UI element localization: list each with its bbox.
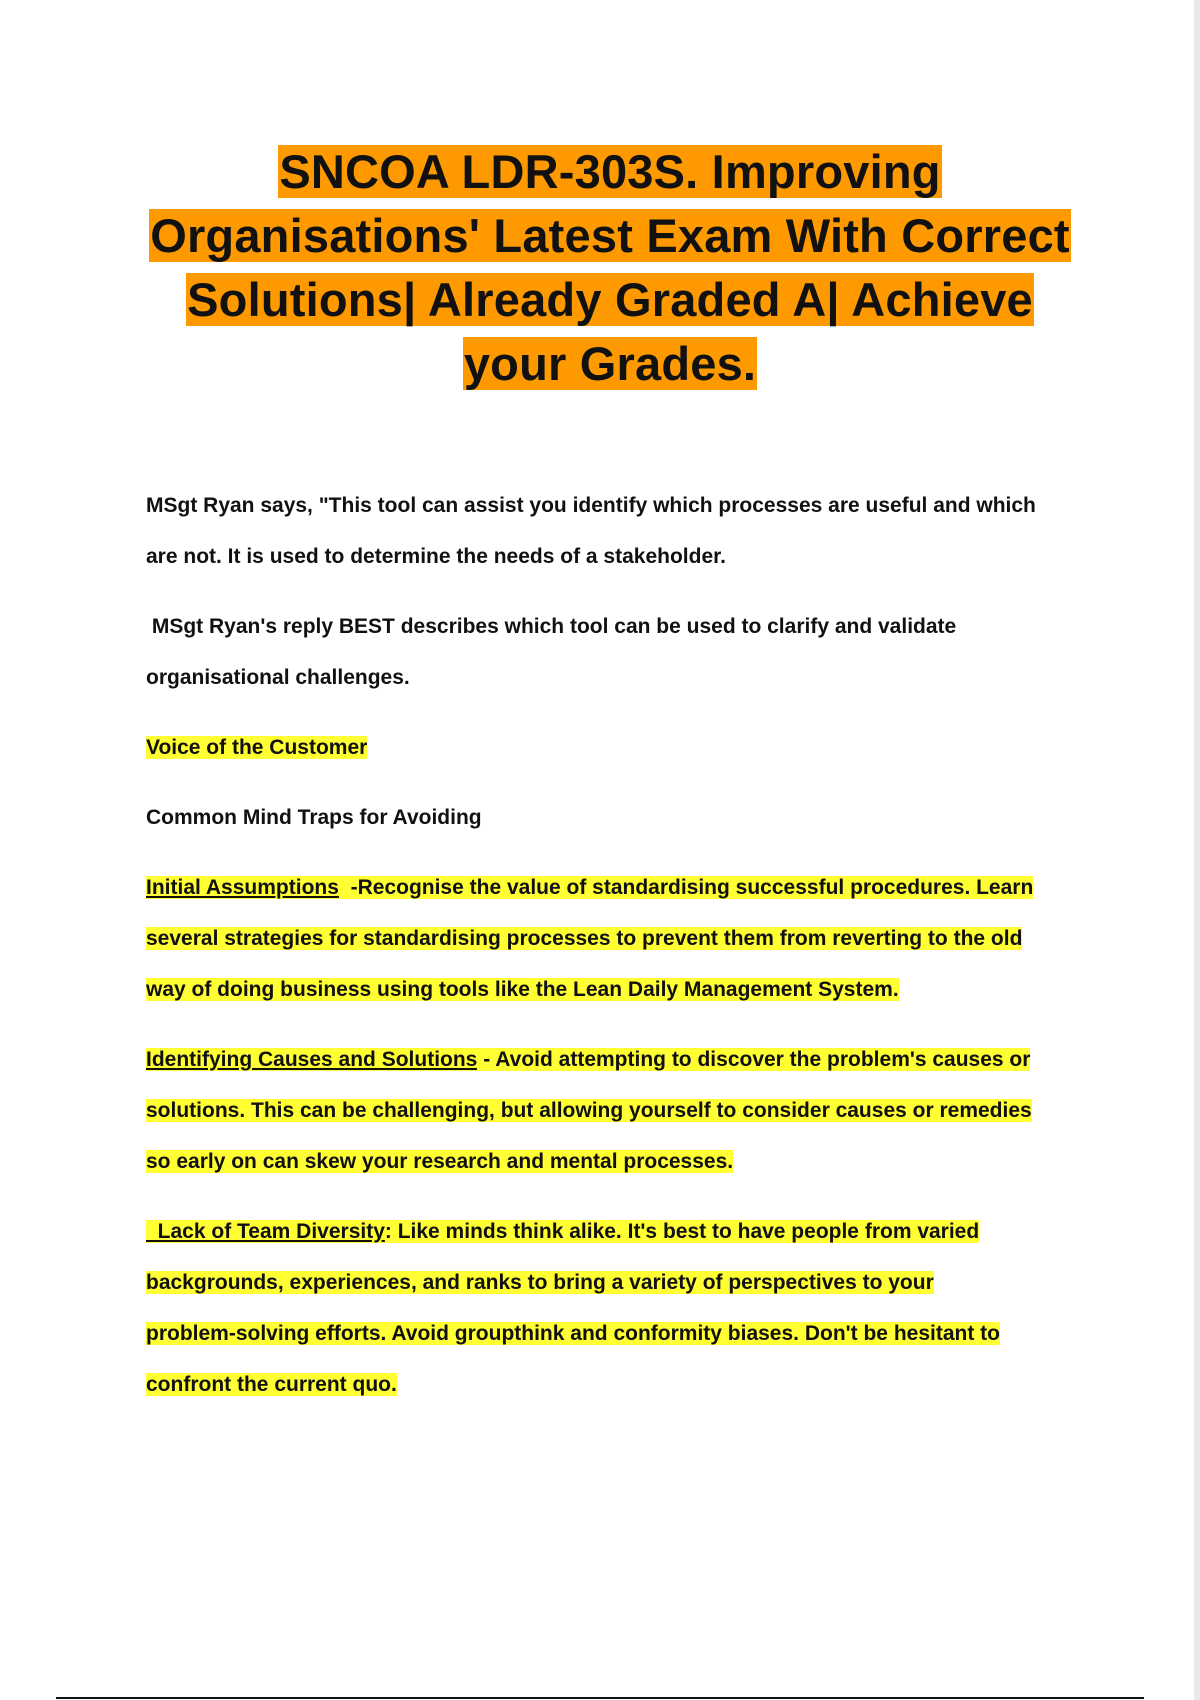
section-heading: [146, 792, 1096, 843]
title-line: Solutions| Already Graded A| Achieve: [187, 273, 1033, 326]
title-line: Organisations' Latest Exam With Correct: [150, 209, 1070, 262]
trap-line: [146, 862, 1096, 913]
trap-item: [146, 1206, 1096, 1410]
trap-line: [146, 1136, 1096, 1187]
trap-line: [146, 1359, 1096, 1410]
question-prompt-paragraph: [146, 601, 1096, 703]
trap-line: [146, 1257, 1096, 1308]
question-line: organisational challenges.: [146, 666, 410, 689]
page-edge-shadow: [1194, 0, 1200, 1700]
trap-separator: -: [338, 876, 358, 899]
question-line: MSgt Ryan says, "This tool can assist you identify which processes are useful and which: [146, 494, 1036, 517]
trap-line: [146, 1085, 1096, 1136]
trap-item: [146, 862, 1096, 1015]
trap-text: solutions. This can be challenging, but allowing yourself to consider causes or remedies: [146, 1099, 1032, 1122]
trap-text: so early on can skew your research and mental processes.: [146, 1150, 734, 1173]
answer-text: Voice of the Customer: [146, 736, 368, 759]
trap-line: [146, 1206, 1096, 1257]
trap-line: [146, 964, 1096, 1015]
question-line: MSgt Ryan's reply BEST describes which tool can be used to clarify and validate: [146, 615, 957, 638]
trap-line: [146, 1308, 1096, 1359]
trap-text: problem-solving efforts. Avoid groupthink and conformity biases. Don't be hesitant to: [146, 1322, 1000, 1345]
trap-text: Like minds think alike. It's best to have people from varied: [397, 1220, 980, 1243]
answer-paragraph: [146, 722, 1096, 773]
page-bottom-rule: [56, 1697, 1144, 1699]
trap-term: Lack of Team Diversity: [146, 1220, 385, 1243]
trap-term: Initial Assumptions: [146, 876, 339, 899]
trap-item: [146, 1034, 1096, 1187]
section-heading-text: Common Mind Traps for Avoiding: [146, 806, 482, 829]
trap-term: Identifying Causes and Solutions: [146, 1048, 478, 1071]
trap-text: backgrounds, experiences, and ranks to bring a variety of perspectives to your: [146, 1271, 934, 1294]
document-title: [130, 140, 1090, 396]
trap-text: way of doing business using tools like the Lean Daily Management System.: [146, 978, 899, 1001]
trap-text: Recognise the value of standardising successful procedures. Learn: [357, 876, 1034, 899]
trap-text: several strategies for standardising processes to prevent them from reverting to the old: [146, 927, 1023, 950]
trap-text: Avoid attempting to discover the problem's causes or: [495, 1048, 1031, 1071]
trap-line: [146, 1034, 1096, 1085]
document-body: [146, 480, 1096, 1429]
title-line: your Grades.: [463, 337, 757, 390]
trap-text: confront the current quo.: [146, 1373, 397, 1396]
trap-separator: -: [477, 1048, 496, 1071]
question-paragraph: [146, 480, 1096, 582]
question-line: are not. It is used to determine the needs of a stakeholder.: [146, 545, 726, 568]
trap-separator: :: [384, 1220, 398, 1243]
trap-line: [146, 913, 1096, 964]
title-line: SNCOA LDR-303S. Improving: [279, 145, 941, 198]
